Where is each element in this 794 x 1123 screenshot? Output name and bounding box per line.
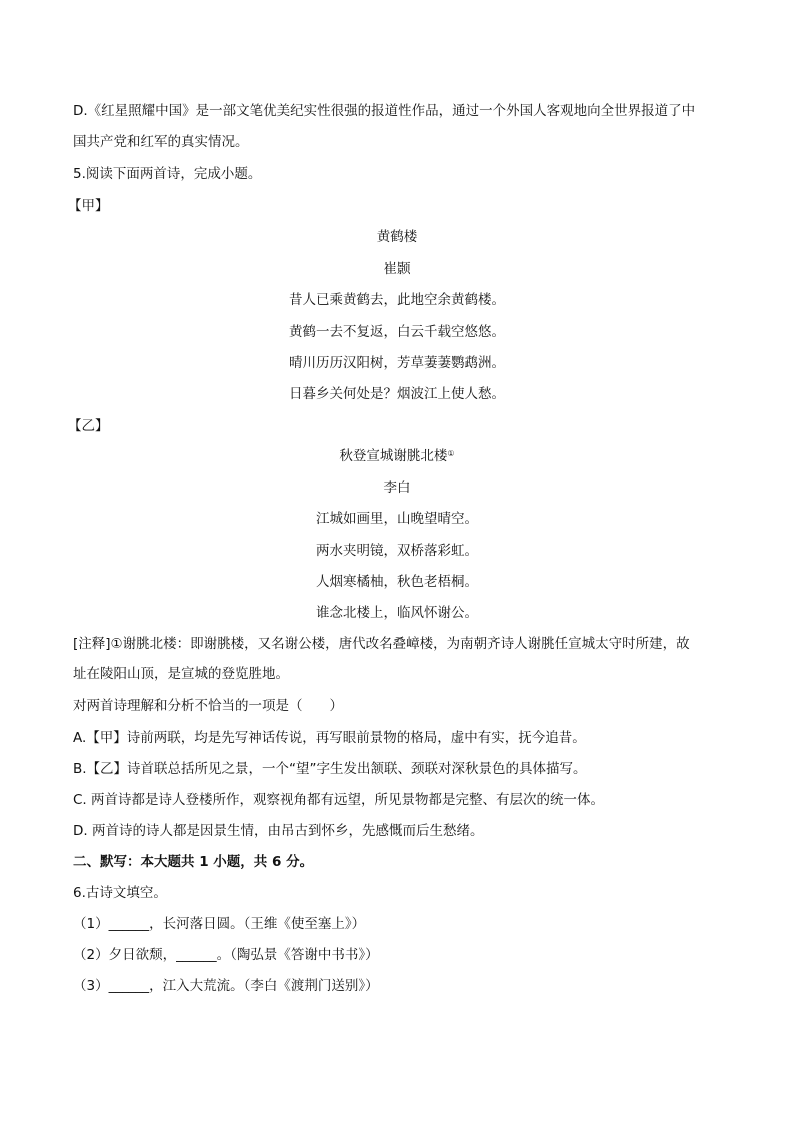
q5-question: 对两首诗理解和分析不恰当的一项是（ ） (73, 698, 343, 714)
q6-item-3: （3）______，江入大荒流。（李白《渡荆门送别》） (73, 978, 379, 994)
poem1-marker: 【甲】 (68, 198, 109, 214)
poem1-author: 崔颢 (383, 261, 411, 277)
poem2-line: 两水夹明镜，双桥落彩虹。 (316, 543, 478, 559)
poem2-title-note: ① (447, 449, 455, 458)
q6-item-1: （1）______，长河落日圆。（王维《使至塞上》） (73, 916, 366, 932)
poem2-title (0, 446, 794, 466)
poem2-line: 人烟寒橘柚，秋色老梧桐。 (316, 574, 478, 590)
poem2-line: 江城如画里，山晚望晴空。 (316, 511, 478, 527)
poem1-line: 晴川历历汉阳树，芳草萋萋鹦鹉洲。 (289, 355, 505, 371)
q6-title: 6.古诗文填空。 (73, 885, 167, 901)
q5-title: 5.阅读下面两首诗，完成小题。 (73, 166, 262, 182)
section2-title: 二、默写：本大题共 1 小题，共 6 分。 (73, 854, 314, 870)
q4-option-d-line1: D.《红星照耀中国》是一部文笔优美纪实性很强的报道性作品，通过一个外国人客观地向全世界报道了中 (73, 103, 696, 119)
poem2-author: 李白 (383, 480, 411, 496)
poem2-marker: 【乙】 (68, 418, 109, 434)
q6-item-2: （2）夕日欲颓，______。（陶弘景《答谢中书书》） (73, 947, 379, 963)
q5-option-c: C. 两首诗都是诗人登楼所作，观察视角都有远望，所见景物都是完整、有层次的统一体。 (73, 792, 605, 808)
poem1-line: 日暮乡关何处是？烟波江上使人愁。 (289, 386, 505, 402)
poem1-line: 昔人已乘黄鹤去，此地空余黄鹤楼。 (289, 292, 505, 308)
q5-option-b: B.【乙】诗首联总括所见之景，一个“望”字生发出颔联、颈联对深秋景色的具体描写。 (73, 761, 587, 777)
poem1-line: 黄鹤一去不复返，白云千载空悠悠。 (289, 324, 505, 340)
q5-option-d: D. 两首诗的诗人都是因景生情，由吊古到怀乡，先感慨而后生愁绪。 (73, 823, 484, 839)
poem1-title: 黄鹤楼 (376, 229, 418, 245)
q5-option-a: A.【甲】诗前两联，均是先写神话传说，再写眼前景物的格局，虚中有实，抚今追昔。 (73, 730, 586, 746)
note-line2: 址在陵阳山顶，是宣城的登览胜地。 (73, 666, 289, 682)
poem2-line: 谁念北楼上，临风怀谢公。 (316, 605, 478, 621)
poem2-title-text: 秋登宣城谢朓北楼 (339, 448, 448, 464)
q4-option-d-line2: 国共产党和红军的真实情况。 (73, 134, 249, 150)
note-line1: [注释]①谢朓北楼：即谢朓楼，又名谢公楼，唐代改名叠嶂楼，为南朝齐诗人谢朓任宣城太守时所建，故 (73, 636, 690, 652)
